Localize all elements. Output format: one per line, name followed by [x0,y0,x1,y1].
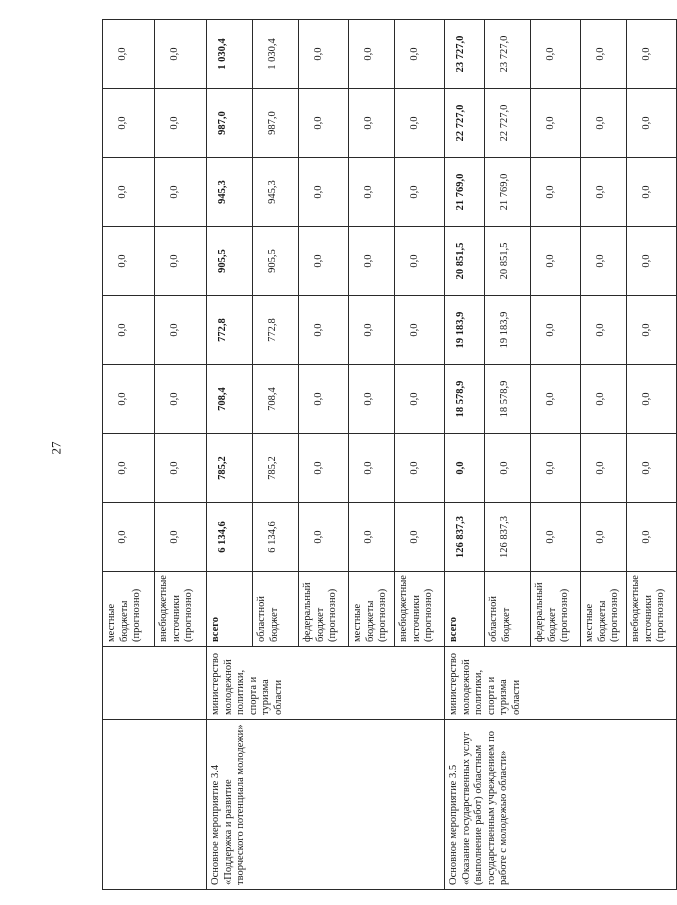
amount-cell: 0,0 [103,296,155,365]
amount-cell: 0,0 [581,296,627,365]
amount-cell: 785,2 [253,434,299,503]
amount-cell: 0,0 [445,434,485,503]
amount-cell: 0,0 [299,89,349,158]
amount-cell: 0,0 [531,434,581,503]
amount-cell: 6 134,6 [253,503,299,572]
amount-cell: 23 727,0 [485,20,531,89]
amount-cell: 905,5 [253,227,299,296]
amount-cell: 0,0 [103,89,155,158]
amount-cell: 772,8 [207,296,253,365]
funding-source-cell: местные бюджеты (прогнозно) [581,572,627,647]
amount-cell: 0,0 [627,296,677,365]
amount-cell: 6 134,6 [207,503,253,572]
amount-cell: 0,0 [299,227,349,296]
amount-cell: 0,0 [395,20,445,89]
event-name-cell: Основное мероприятие 3.5 «Оказание государственных услуг (выполнение работ) областным государственным учреждением по работе с молодежью области» [445,720,677,890]
amount-cell: 0,0 [395,296,445,365]
amount-cell: 0,0 [581,365,627,434]
amount-cell: 0,0 [299,20,349,89]
amount-cell: 18 578,9 [485,365,531,434]
amount-cell: 0,0 [531,365,581,434]
amount-cell: 20 851,5 [485,227,531,296]
event-cell-blank [103,720,207,890]
amount-cell: 21 769,0 [445,158,485,227]
amount-cell: 1 030,4 [253,20,299,89]
funding-source-cell: внебюджетные источники (прогнозно) [395,572,445,647]
amount-cell: 0,0 [349,89,395,158]
amount-cell: 0,0 [299,503,349,572]
amount-cell: 708,4 [207,365,253,434]
amount-cell: 126 837,3 [445,503,485,572]
amount-cell: 22 727,0 [485,89,531,158]
amount-cell: 0,0 [103,365,155,434]
amount-cell: 0,0 [349,296,395,365]
amount-cell: 0,0 [627,227,677,296]
amount-cell: 0,0 [395,503,445,572]
amount-cell: 19 183,9 [485,296,531,365]
amount-cell: 0,0 [299,434,349,503]
funding-source-cell: всего [445,572,485,647]
amount-cell: 0,0 [627,158,677,227]
amount-cell: 0,0 [531,503,581,572]
amount-cell: 0,0 [103,227,155,296]
amount-cell: 0,0 [349,158,395,227]
amount-cell: 0,0 [155,227,207,296]
amount-cell: 0,0 [581,434,627,503]
amount-cell: 21 769,0 [485,158,531,227]
funding-source-cell: местные бюджеты (прогнозно) [349,572,395,647]
amount-cell: 945,3 [207,158,253,227]
amount-cell: 0,0 [395,158,445,227]
amount-cell: 0,0 [395,89,445,158]
amount-cell: 945,3 [253,158,299,227]
funding-source-cell: федеральный бюджет (прогнозно) [531,572,581,647]
amount-cell: 19 183,9 [445,296,485,365]
amount-cell: 20 851,5 [445,227,485,296]
amount-cell: 785,2 [207,434,253,503]
amount-cell: 0,0 [581,227,627,296]
amount-cell: 0,0 [349,20,395,89]
amount-cell: 708,4 [253,365,299,434]
amount-cell: 0,0 [581,158,627,227]
executor-cell: министерство молодежной политики, спорта и туризма области [207,647,445,720]
amount-cell: 0,0 [627,89,677,158]
executor-cell: министерство молодежной политики, спорта и туризма области [445,647,677,720]
amount-cell: 0,0 [581,503,627,572]
amount-cell: 0,0 [155,89,207,158]
amount-cell: 0,0 [103,434,155,503]
amount-cell: 0,0 [627,365,677,434]
amount-cell: 0,0 [155,20,207,89]
funding-table-sheet [102,20,667,890]
funding-source-cell: всего [207,572,253,647]
amount-cell: 0,0 [395,434,445,503]
amount-cell: 23 727,0 [445,20,485,89]
amount-cell: 905,5 [207,227,253,296]
amount-cell: 0,0 [485,434,531,503]
amount-cell: 987,0 [253,89,299,158]
amount-cell: 0,0 [103,158,155,227]
amount-cell: 0,0 [627,503,677,572]
page-number: 27 [48,441,64,455]
amount-cell: 0,0 [155,434,207,503]
amount-cell: 1 030,4 [207,20,253,89]
amount-cell: 0,0 [627,20,677,89]
funding-source-cell: федеральный бюджет (прогнозно) [299,572,349,647]
amount-cell: 18 578,9 [445,365,485,434]
funding-source-cell: внебюджетные источники (прогнозно) [155,572,207,647]
amount-cell: 0,0 [155,365,207,434]
amount-cell: 0,0 [531,296,581,365]
funding-source-cell: областной бюджет [253,572,299,647]
amount-cell: 0,0 [103,503,155,572]
amount-cell: 0,0 [581,20,627,89]
amount-cell: 0,0 [103,20,155,89]
amount-cell: 0,0 [581,89,627,158]
amount-cell: 0,0 [349,503,395,572]
event-name-cell: Основное мероприятие 3.4 «Поддержка и развитие творческого потенциала молодежи» [207,720,445,890]
amount-cell: 22 727,0 [445,89,485,158]
amount-cell: 987,0 [207,89,253,158]
amount-cell: 0,0 [349,365,395,434]
amount-cell: 126 837,3 [485,503,531,572]
amount-cell: 0,0 [155,296,207,365]
amount-cell: 0,0 [349,227,395,296]
funding-source-cell: местные бюджеты (прогнозно) [103,572,155,647]
amount-cell: 0,0 [155,158,207,227]
amount-cell: 0,0 [531,158,581,227]
table-row [103,20,155,890]
amount-cell: 0,0 [627,434,677,503]
amount-cell: 0,0 [299,296,349,365]
executor-cell-blank [103,647,207,720]
amount-cell: 0,0 [531,227,581,296]
amount-cell: 0,0 [395,365,445,434]
amount-cell: 0,0 [531,89,581,158]
amount-cell: 0,0 [299,158,349,227]
amount-cell: 0,0 [299,365,349,434]
funding-source-cell: областной бюджет [485,572,531,647]
table-row [207,20,253,890]
funding-table [102,19,677,890]
table-row [445,20,485,890]
amount-cell: 772,8 [253,296,299,365]
amount-cell: 0,0 [155,503,207,572]
amount-cell: 0,0 [349,434,395,503]
funding-source-cell: внебюджетные источники (прогнозно) [627,572,677,647]
amount-cell: 0,0 [531,20,581,89]
amount-cell: 0,0 [395,227,445,296]
